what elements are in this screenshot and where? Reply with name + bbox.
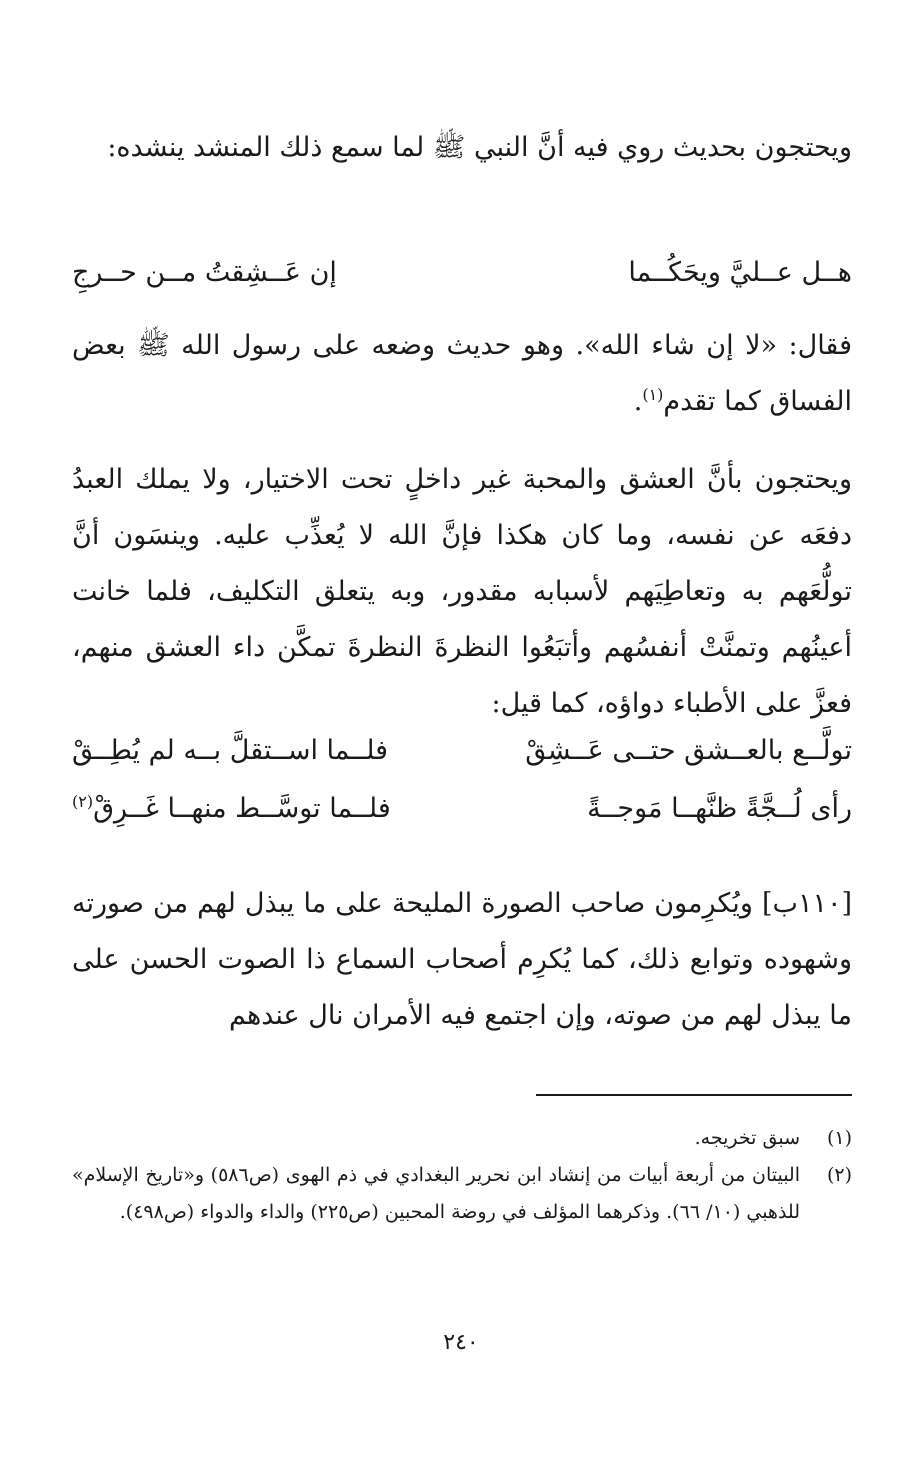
paragraph-2-end: . bbox=[633, 386, 643, 417]
footnote-ref-1[interactable]: (١) bbox=[642, 385, 664, 404]
footnote-number: (٢) bbox=[826, 1164, 852, 1186]
footnote-divider bbox=[536, 1094, 852, 1096]
footnotes bbox=[72, 1120, 852, 1231]
poem-verses-2 bbox=[72, 722, 852, 838]
poem-line bbox=[72, 722, 852, 780]
footnote-item bbox=[72, 1120, 852, 1157]
page-number: ٢٤٠ bbox=[443, 1330, 479, 1355]
footnote-text: سبق تخريجه. bbox=[694, 1127, 800, 1149]
verse-second-hemistich bbox=[72, 780, 439, 838]
verse-second-hemistich-text: فلــما توسَّــط منهــا غَــرِقْ bbox=[93, 793, 391, 824]
verse-first-hemistich: هــل عــليَّ ويحَكُــما bbox=[628, 257, 852, 288]
paragraph-2 bbox=[72, 318, 852, 430]
verse-second-hemistich: إن عَــشِقتُ مــن حــرجِ bbox=[72, 257, 337, 288]
paragraph-3 bbox=[72, 452, 852, 732]
verse-first-hemistich: تولَّــع بالعــشق حتــى عَــشِقْ bbox=[525, 735, 852, 766]
verse-first-hemistich: رأى لُــجَّةً ظنَّهــا مَوجــةً bbox=[587, 793, 852, 824]
paragraph-4 bbox=[72, 876, 852, 1044]
footnote-ref-2[interactable]: (٢) bbox=[72, 792, 94, 811]
poem-line bbox=[72, 244, 852, 302]
poem-line bbox=[72, 780, 852, 838]
verse-second-hemistich: فلــما اســتقلَّ بــه لم يُطِــقْ bbox=[72, 735, 389, 766]
paragraph-2-text: فقال: «لا إن شاء الله». وهو حديث وضعه على رسول الله ﷺ بعض الفساق كما تقدم bbox=[72, 330, 852, 417]
footnote-text: البيتان من أربعة أبيات من إنشاد ابن نحرير البغدادي في ذم الهوى (ص٥٨٦) و«تاريخ الإسلام» للذهبي (١٠/ ٦٦). وذكرهما المؤلف في روضة المحبين (ص٢٢٥) والداء والدواء (ص٤٩٨). bbox=[72, 1164, 800, 1223]
paragraph-1-text: ويحتجون بحديث روي فيه أنَّ النبي ﷺ لما سمع ذلك المنشد ينشده: bbox=[107, 132, 852, 163]
footnote-item bbox=[72, 1157, 852, 1231]
poem-verse-1 bbox=[72, 244, 852, 302]
footnote-number: (١) bbox=[826, 1127, 852, 1149]
paragraph-4-text: [١١٠ب] ويُكرِمون صاحب الصورة المليحة على ما يبذل لهم من صورته وشهوده وتوابع ذلك، كما يُكرِم أصحاب السماع ذا الصوت الحسن على ما يبذل لهم من صوته، وإن اجتمع فيه الأمران نال عندهم bbox=[72, 888, 852, 1031]
paragraph-1 bbox=[72, 120, 852, 176]
paragraph-3-text: ويحتجون بأنَّ العشق والمحبة غير داخلٍ تحت الاختيار، ولا يملك العبدُ دفعَه عن نفسه، وما كان هكذا فإنَّ الله لا يُعذِّب عليه. وينسَون أنَّ تولُّعَهم به وتعاطِيَهم لأسبابه مقدور، وبه يتعلق التكليف، فلما خانت أعينُهم وتمنَّتْ أنفسُهم وأتبَعُوا النظرةَ النظرةَ تمكَّن داء العشق منهم، فعزَّ على الأطباء دواؤه، كما قيل: bbox=[72, 464, 852, 719]
